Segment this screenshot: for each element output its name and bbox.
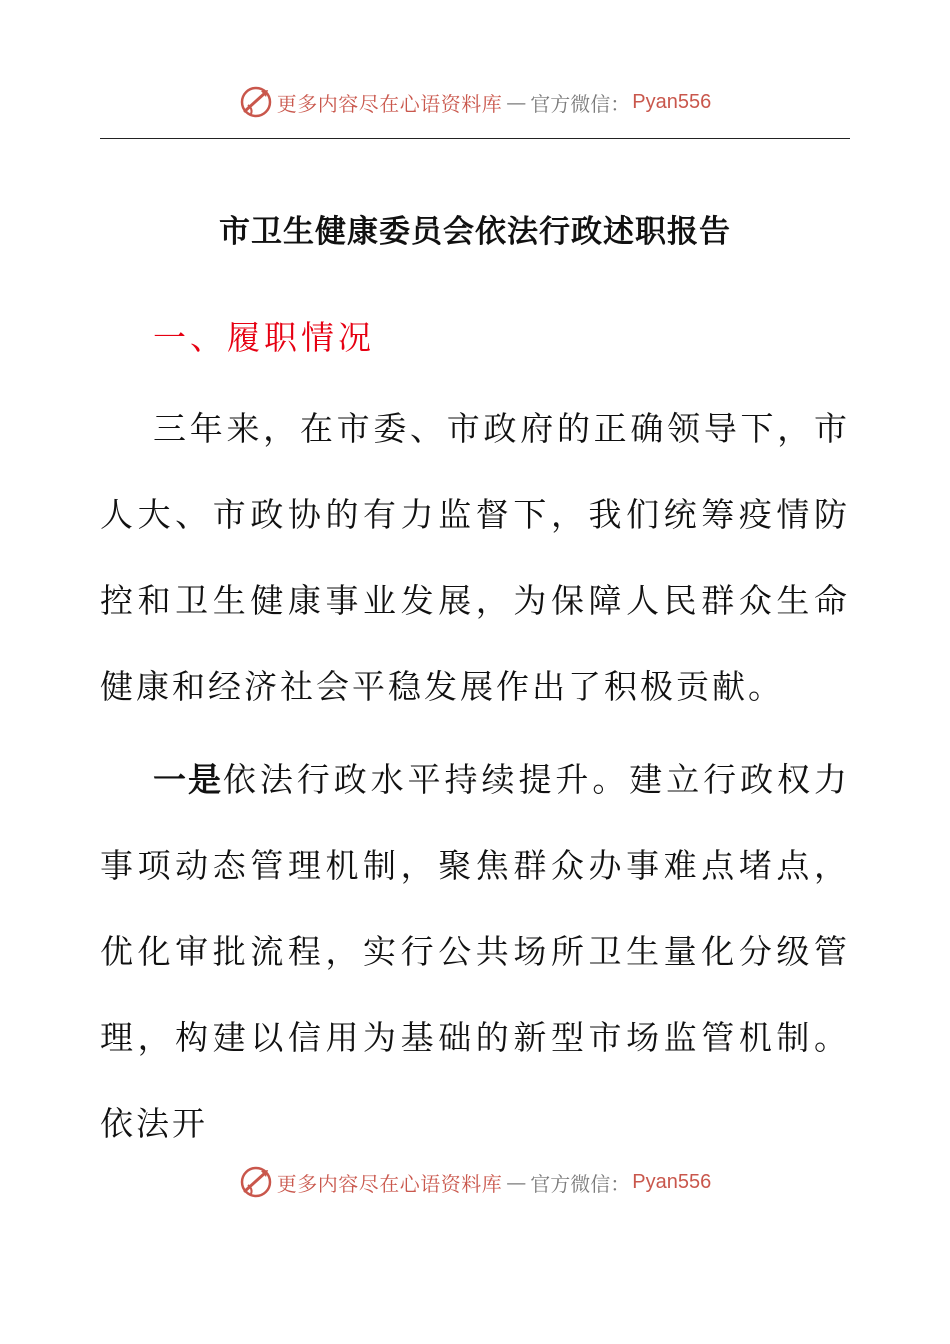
footer-banner [0, 1162, 950, 1202]
header-wechat-id: Pyan556 [632, 90, 712, 113]
header-wechat-label: 官方微信： [530, 91, 631, 116]
paragraph-2-body: 依法行政水平持续提升。建立行政权力事项动态管理机制，聚焦群众办事难点堵点，优化审批流程，实行公共场所卫生量化分级管理，构建以信用为基础的新型市场监管机制。依法开 [100, 760, 851, 1143]
paragraph-2-lead: 一是 [153, 760, 223, 799]
header-divider [100, 138, 850, 139]
header-slogan: 更多内容尽在心语资料库 [276, 91, 503, 116]
footer-dash: — [506, 1170, 527, 1194]
pen-logo-icon [239, 85, 273, 119]
header-banner [0, 82, 950, 122]
footer-wechat-label: 官方微信： [530, 1171, 631, 1196]
section-heading: 一、履职情况 [153, 318, 375, 357]
paragraph-1: 三年来，在市委、市政府的正确领导下，市人大、市政协的有力监督下，我们统筹疫情防控和卫生健康事业发展，为保障人民群众生命健康和经济社会平稳发展作出了积极贡献。 [100, 409, 850, 706]
footer-slogan: 更多内容尽在心语资料库 [276, 1171, 503, 1196]
paragraph-2 [100, 737, 850, 1167]
pen-logo-icon [239, 1165, 273, 1199]
header-dash: — [506, 90, 527, 114]
footer-wechat-id: Pyan556 [632, 1170, 712, 1193]
document-title: 市卫生健康委员会依法行政述职报告 [219, 214, 731, 250]
